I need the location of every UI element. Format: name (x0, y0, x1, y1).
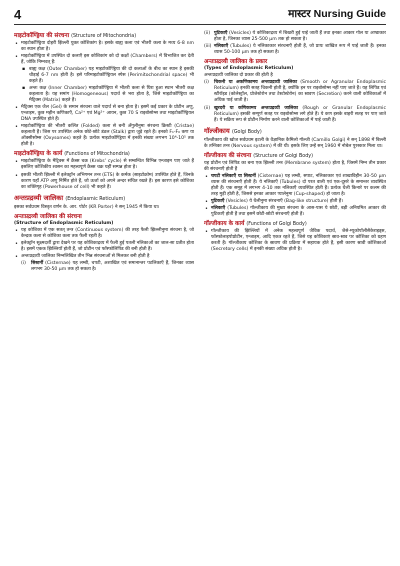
section-title-types-of-er: अन्तःप्रद्रव्यी जालिका के प्रकार (204, 59, 268, 66)
paragraph: गॉल्जीकाय की खोज सर्वप्रथम इटली के वैज्ञानिक कैमिलो गॉल्जी (Camillo Golgi) ने सन् 1898 में बिल्ली के तन्त्रिका तन्त्र (Nervous system) में की थी। इसके लिए उन्हें सन् 1960 में नोबेल पुरस्कार मिला था। (204, 137, 386, 149)
right-column (204, 30, 386, 560)
list-item: • नलिकाएँ (Tubules) गॉल्जीकाय की मुख्य संरचना के आस-पास ये छोटी, बड़ी अनियमित आकार की पुटिकाएँ होती हैं तथा इसमें छोटी-छोटी संरचनाएँ होती हैं। (204, 206, 386, 218)
numbered-item: (iii) नलिकाएँ (Tubules) ये नलिकाकार संरचनाएँ होती हैं, जो प्रायः शाखित रूप में पाई जाती हैं। इनका व्यास 50-100 μm तक हो सकता है। (204, 44, 386, 56)
bullet-list (14, 159, 194, 190)
list-item: • माइटोकॉण्ड्रिया में उपस्थित दो कलाएँ इस कोशिकांग को दो कक्षों (Chambers) में विभाजित कर देती हैं, जोकि निम्नवत् हैं: ▪ बाह्य कक्ष (Outer Chamber) यह माइटोकॉण्ड्रिया की दो कलाओं के बीच का स्थान है इसकी चौड़ाई 6-7 nm होती है। इसे परिमाइटोकॉण्ड्रियल स्पेस (Perimitochondrial space) भी कहते हैं। ▪ अन्तः कक्ष (Inner Chamber) माइटोकॉण्ड्रिया में भीतरी कला से घिरा हुआ स्थान भीतरी कक्ष कहलाता है। यह समांग (Homogeneous) पदार्थ से भरा होता है, जिसे माइटोकॉण्ड्रिया का मैट्रिक्स (Matrix) कहते हैं। (14, 54, 194, 104)
list-item: • अन्तःप्रद्रव्यी जालिका निम्नलिखित तीन भिन्न संरचनाओं से मिलकर बनी होती है (i) सिस्टर्नी (Cisternae) यह लम्बी, चपटी, अशाखित एवं समानान्तर पटलिकाएँ हैं, जिनका व्यास लगभग 30-50 μm तक हो सकता है। (14, 254, 194, 273)
bullet-list (204, 174, 386, 218)
brand-english: Nursing Guide (313, 8, 386, 20)
section-subtitle: (Types of Endoplasmic Reticulum) (204, 66, 294, 72)
section-title-structure-of-mitochondria: माइटोकॉण्ड्रिया की संरचना (Structure of Mitochondria) (14, 33, 137, 39)
list-item: • इसकी भीतरी झिल्ली में इलेक्ट्रॉन अभिगमन तन्त्र (ETS) के कर्मक (साइटोक्रोम) उपस्थित होते हैं, जिनके कारण यहाँ ATP अणु निर्मित होते हैं, जो ऊर्जा को अपने अन्दर संचित रखते हैं। इस कारण इसे कोशिका का शक्तिगृह (Powerhouse of cell) भी कहते हैं। (14, 173, 194, 191)
list-item: • माइटोकॉण्ड्रिया दोहरी झिल्ली युक्त कोशिकांग है। इसके बाह्य कला एवं भीतरी कला के मध्य 6-8 nm का स्थान होता है। (14, 41, 194, 53)
sub-list (21, 67, 194, 104)
brand-title (288, 7, 386, 21)
numbered-item: (i) चिकनी या अकणिकामय अन्तःप्रद्रव्यी जालिका (Smooth or Agranular Endoplasmic Reticulum) इनकी सतह चिकनी होती है, क्योंकि इन पर राइबोसोम्स नहीं पाए जाते हैं। यह लिपिड एवं स्टीरॉइड (कोलेस्ट्रॉल, प्रोजेस्टेरोन तथा टेस्टोस्टेरोन) का स्रावण (Secretion) करने वाली कोशिकाओं में अधिक पाई जाती है। (204, 80, 386, 104)
numbered-item: (ii) खुरदरी या कणिकामय अन्तःप्रद्रव्यी जालिका (Rough or Granular Endoplasmic Reticulum) इसकी सम्पूर्ण सतह पर राइबोसोम्स लगे होते हैं। ये कण इसके बाहरी सतह पर पाए जाते हैं। ये सक्रिय रूप से प्रोटीन निर्माण करने वाली कोशिकाओं में पाई जाती हैं। (204, 105, 386, 123)
section-title-structure-of-er: अन्तःप्रद्रव्यी जालिका की संरचना (14, 213, 82, 220)
list-item: • गॉल्जीकाय की झिल्लियों में अनेक महत्त्वपूर्ण जैविक पदार्थ, जैसे-म्यूकोपॉलीसैकेराइड्स, फॉस्फोलाइपोप्रोटीन, एन्जाइम, आदि एकत्र रहते हैं, जिसे यह कोशिकाएं स्राव-स्राव पर कोशिका को ग्रहण करती हैं। गॉल्जीकाय कोशिका के स्रावण की प्रक्रिया में सहायक होते हैं, इसी कारण स्रावी कोशिकाओं (Secretory cells) में इनकी संख्या अधिक होती है। (204, 229, 386, 253)
paragraph: इसका सर्वप्रथम विस्तृत वर्णन के. आर. पोर्टर (KR Porter) ने सन् 1945 में किया था। (14, 204, 160, 210)
section-title-structure-of-golgi-body: गॉल्जीकाय की संरचना (Structure of Golgi Body) (204, 152, 313, 159)
numbered-item: (ii) पुटिकाएँ (Vesicles) ये कोशिकाद्रव्य में बिखरी हुई पाई जाती हैं तथा इनका आकार गोल या अण्डाकार होता है, जिनका व्यास 25-500 μm तक हो सकता है। (204, 31, 386, 42)
section-subtitle: (Structure of Endoplasmic Reticulum) (14, 220, 114, 226)
paragraph: अन्तःप्रद्रव्यी जालिका दो प्रकार की होती है (204, 73, 273, 79)
page-number: 4 (14, 6, 22, 22)
bullet-list (204, 229, 386, 253)
left-column (14, 30, 194, 560)
bullet-list (14, 41, 194, 148)
numbered-list (204, 31, 386, 56)
list-item: • मैट्रिक्स एक जैल (Gel) के समान संरचना वाले पदार्थ से बना होता है। इसमें कई प्रकार के प्रोटीन अणु, एन्जाइम, कुछ महीन कणिकाएँ, Ca²⁺ एवं Mg²⁺ आयन, कुछ 70 S राइबोसोम्स तथा माइटोकॉण्ड्रियल DNA उपस्थित होते हैं। (14, 105, 194, 123)
numbered-item: (i) सिस्टर्नी (Cisternae) यह लम्बी, चपटी, अशाखित एवं समानान्तर पटलिकाएँ हैं, जिनका व्यास लगभग 30-50 μm तक हो सकता है। (21, 260, 194, 272)
list-item: • पुटिकाएँ (Vesicles) ये थैलीनुमा संरचनाएँ (Bag-like structure) होती हैं। (204, 199, 386, 205)
page-header (14, 6, 386, 22)
header-rule (14, 24, 386, 25)
list-item: • यह कोशिका में एक सतत् तन्त्र (Continuous system) की तरह फैली झिल्लीनुमा संरचना है, जो केन्द्रक कला से कोशिका कला तक फैली रहती है। (14, 228, 194, 240)
paragraph: यह प्रोटीन एवं लिपिड का बना एक झिल्ली तन्त्र (Membrane system) होता है, जिसमें निम्न तीन प्रकार की संरचनाएँ होती हैं (204, 160, 386, 172)
section-title-functions-of-mitochondria: माइटोकॉण्ड्रिया के कार्य (Functions of Mitochondria) (14, 151, 130, 158)
numbered-list (21, 261, 194, 273)
section-title-endoplasmic-reticulum: अन्तःप्रद्रव्यी जालिका (Endoplasmic Reticulum) (14, 193, 126, 202)
sub-list-item: ▪ बाह्य कक्ष (Outer Chamber) यह माइटोकॉण्ड्रिया की दो कलाओं के बीच का स्थान है इसकी चौड़ाई 6-7 nm होती है। इसे परिमाइटोकॉण्ड्रियल स्पेस (Perimitochondrial space) भी कहते हैं। (21, 67, 194, 85)
section-title-functions-of-golgi-body: गॉल्जीकाय के कार्य (Functions of Golgi Body) (204, 220, 307, 227)
list-item: • इलेक्ट्रॉन सूक्ष्मदर्शी द्वारा देखने पर यह कोशिकाद्रव्य में फैली हुई पतली नलिकाओं का जाल-सा प्रतीत होता है। इसमें एकक झिल्लियाँ होती हैं, जो प्रोटीन एवं फॉस्फोलिपिड की बनी होती हैं। (14, 241, 194, 253)
section-title-golgi-body: गॉल्जीकाय (Golgi Body) (204, 126, 262, 135)
bullet-list (14, 228, 194, 273)
brand-hindi: मास्टर (288, 8, 311, 20)
list-item: • माइटोकॉण्ड्रिया की भीतरी कलिंत (Folded) कला से बनी अँगुलीनुमा संरचना क्रिस्टी (Cristae) कहलाती हैं। जिस पर उपस्थित अनेक छोटे-छोटे डंठल (Stalk) द्वारा जुड़े रहते हैं। इनको F₁-F₀ कण या ऑक्सीसोम्स (Oxysomes) कहते हैं। प्रत्येक माइटोकॉण्ड्रिया में इनकी संख्या लगभग 10⁴-10⁵ तक होती है। (14, 124, 194, 148)
list-item: • माइटोकॉण्ड्रिया के मैट्रिक्स में क्रैब्स चक्र (Krebs' cycle) से सम्बन्धित विभिन्न एन्जाइम पाए जाते हैं इसलिए कोशिकीय श्वसन का महत्त्वपूर्ण क्रैब्स चक्र यहीं सम्पन्न होता है। (14, 159, 194, 171)
list-item: • चपटी नलिकाएँ या सिस्टर्नी (Cisternae) यह लम्बी, सपाट, नलिकाकार एवं शाखाविहीन 30-50 μm व्यास की संरचनाएँ होती हैं। ये नलिकाएँ (Tubules) दो परत वाली एवं एक-दूसरे के समान्तर व्यवस्थित होती हैं। एक समूह में लगभग 4-10 तक नलिकाएँ व्यवस्थित होती हैं। प्रत्येक थैली किनारे पर कलम की तरह मुड़ी होती है, जिससे इनका आकार प्यालेनुमा (Cup-shaped) हो जाता है। (204, 174, 386, 198)
numbered-list (204, 80, 386, 123)
sub-list-item: ▪ अन्तः कक्ष (Inner Chamber) माइटोकॉण्ड्रिया में भीतरी कला से घिरा हुआ स्थान भीतरी कक्ष कहलाता है। यह समांग (Homogeneous) पदार्थ से भरा होता है, जिसे माइटोकॉण्ड्रिया का मैट्रिक्स (Matrix) कहते हैं। (21, 86, 194, 104)
